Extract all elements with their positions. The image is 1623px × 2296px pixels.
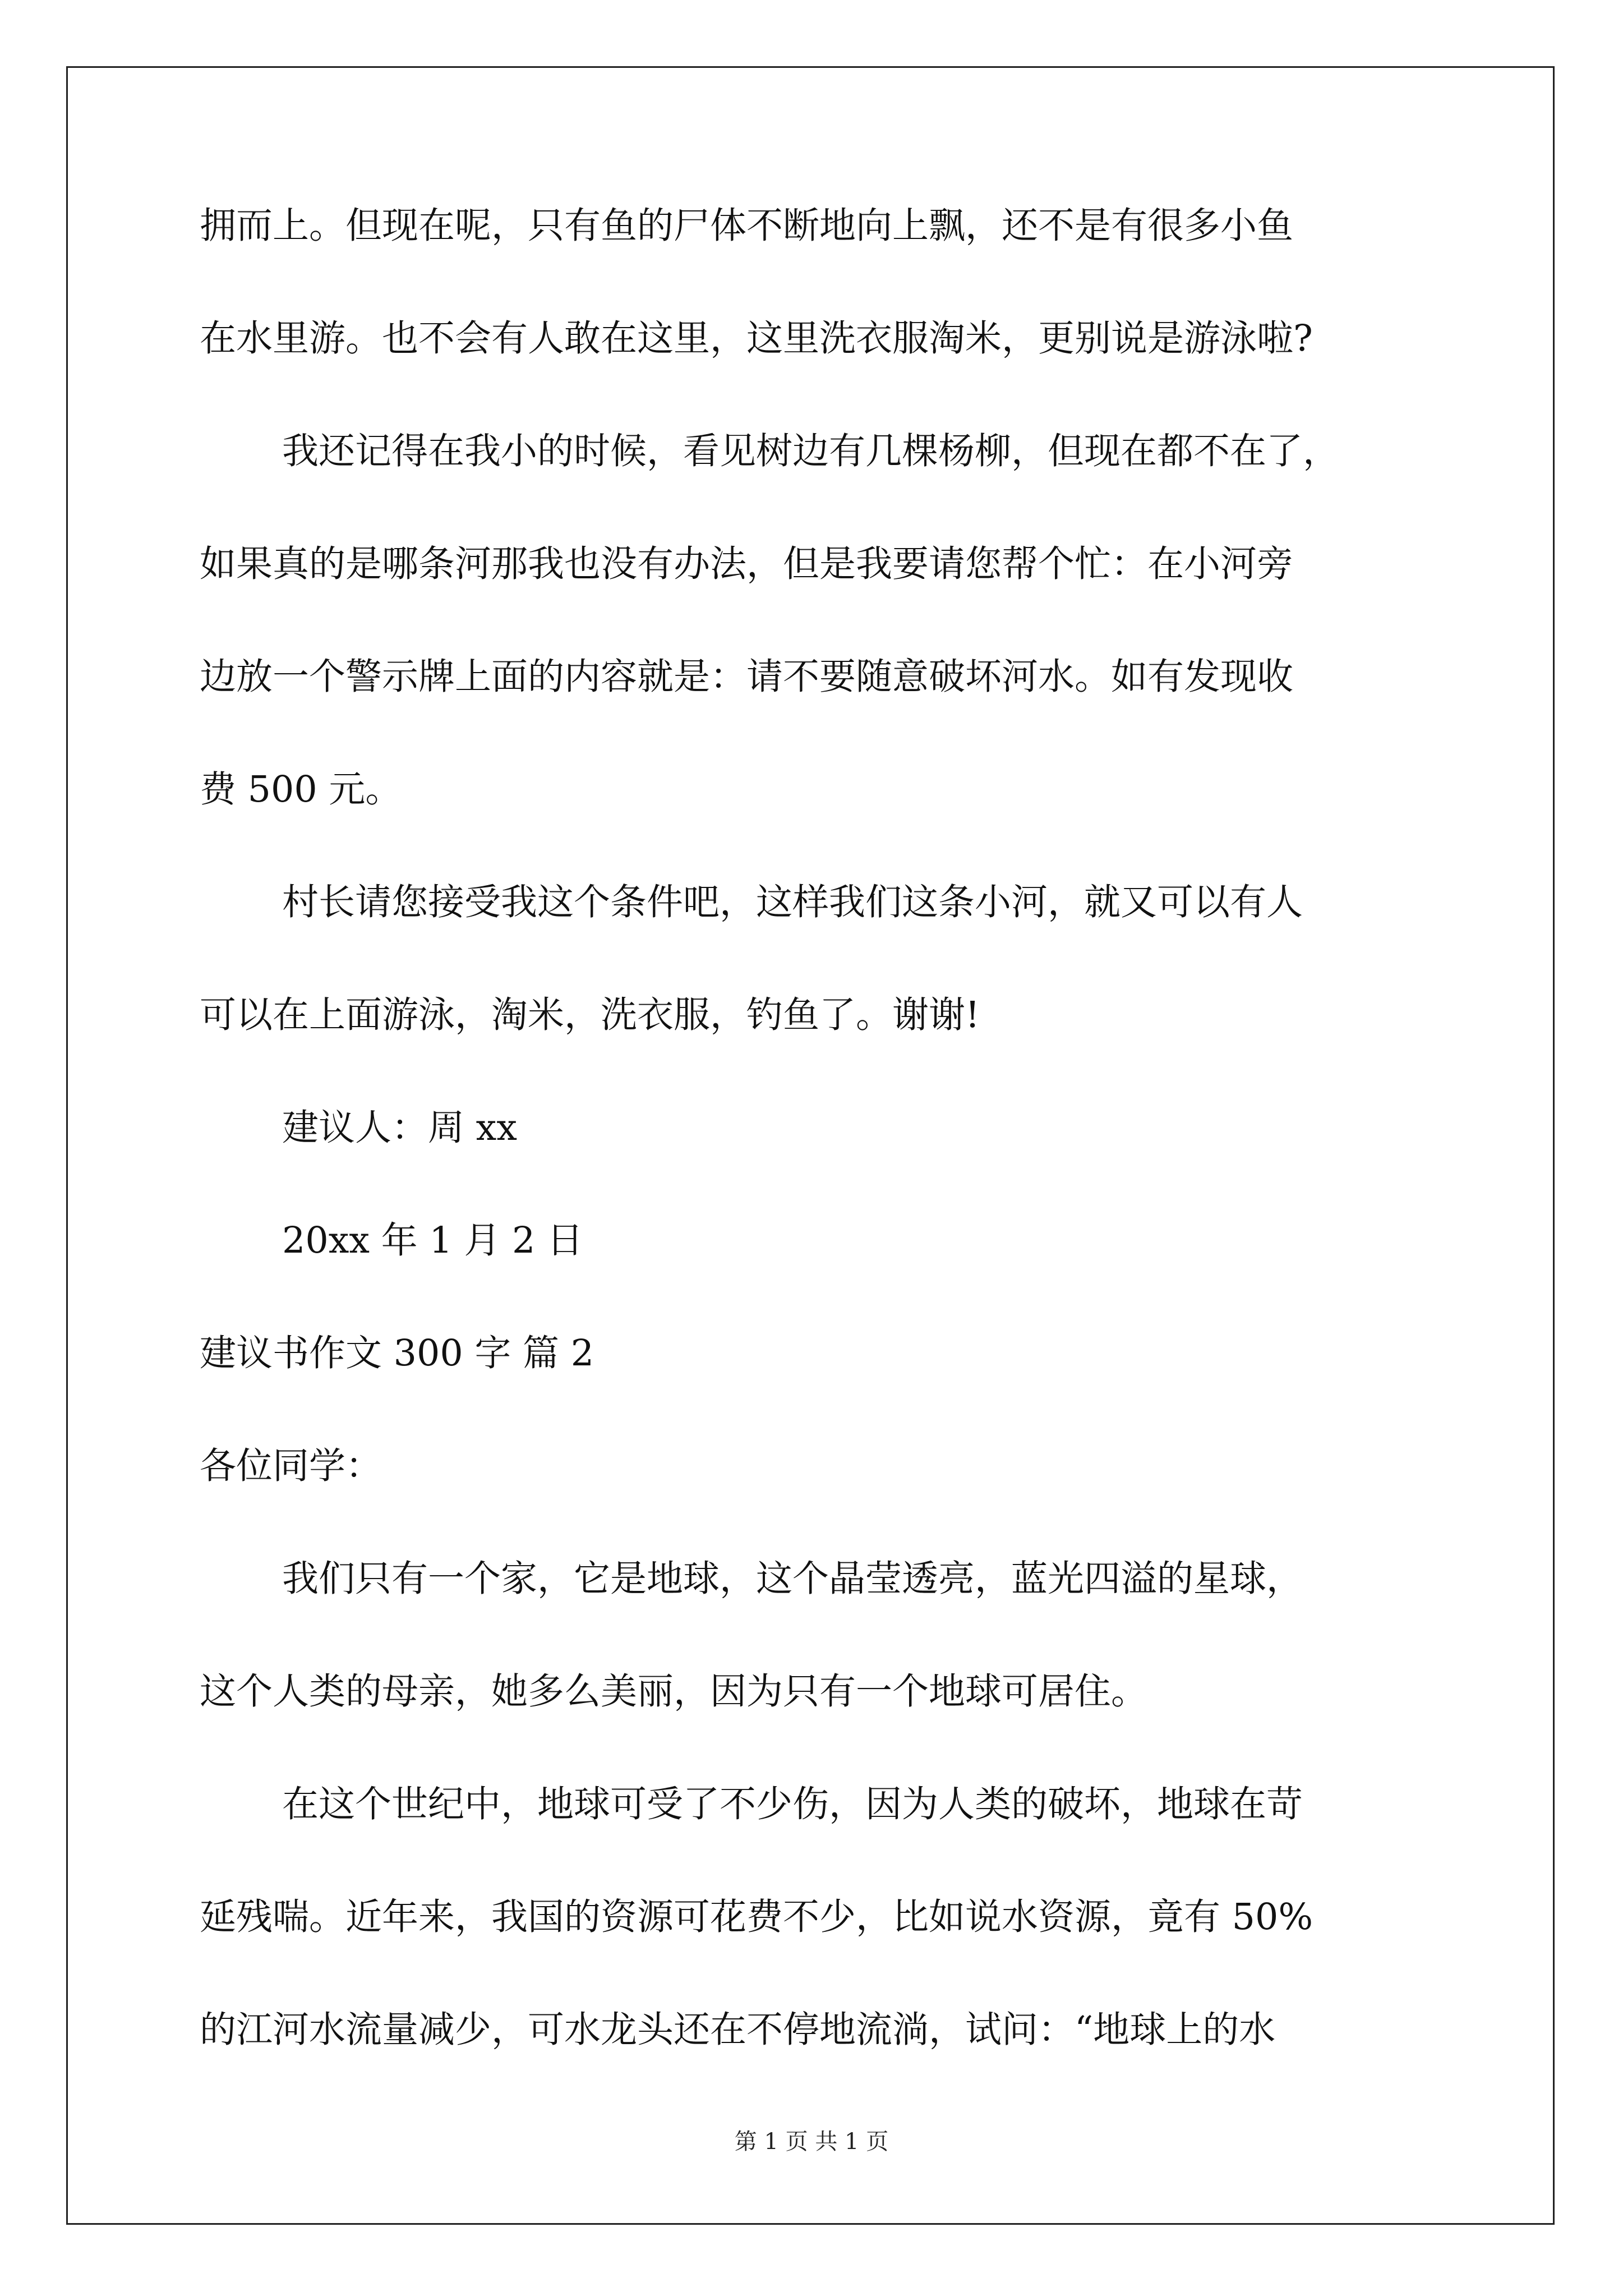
text-line: 延残喘。近年来，我国的资源可花费不少，比如说水资源，竟有 50% <box>200 1896 1313 1938</box>
page-footer: 第 1 页 共 1 页 <box>734 2129 889 2155</box>
text-line: 在这个世纪中，地球可受了不少伤，因为人类的破坏，地球在苛 <box>282 1783 1303 1825</box>
date-line: 20xx 年 1 月 2 日 <box>282 1220 584 1262</box>
text-line: 费 500 元。 <box>200 769 402 811</box>
text-line: 的江河水流量减少，可水龙头还在不停地流淌，试问：“地球上的水 <box>200 2009 1276 2051</box>
salutation: 各位同学： <box>200 1445 382 1487</box>
text-line: 如果真的是哪条河那我也没有办法，但是我要请您帮个忙：在小河旁 <box>200 543 1294 585</box>
document-body <box>200 205 1429 2122</box>
text-line: 这个人类的母亲，她多么美丽，因为只有一个地球可居住。 <box>200 1671 1148 1713</box>
text-line: 拥而上。但现在呢，只有鱼的尸体不断地向上飘，还不是有很多小鱼 <box>200 205 1294 247</box>
text-line: 村长请您接受我这个条件吧，这样我们这条小河，就又可以有人 <box>282 881 1303 923</box>
section-heading: 建议书作文 300 字 篇 2 <box>200 1332 594 1374</box>
text-line: 我还记得在我小的时候，看见树边有几棵杨柳，但现在都不在了， <box>282 430 1340 472</box>
text-line: 边放一个警示牌上面的内容就是：请不要随意破坏河水。如有发现收 <box>200 656 1294 698</box>
text-line: 在水里游。也不会有人敢在这里，这里洗衣服淘米，更别说是游泳啦? <box>200 318 1313 360</box>
signature-line: 建议人：周 xx <box>282 1107 517 1149</box>
text-line: 我们只有一个家，它是地球，这个晶莹透亮，蓝光四溢的星球， <box>282 1558 1303 1600</box>
text-line: 可以在上面游泳，淘米，洗衣服，钓鱼了。谢谢! <box>200 994 980 1036</box>
